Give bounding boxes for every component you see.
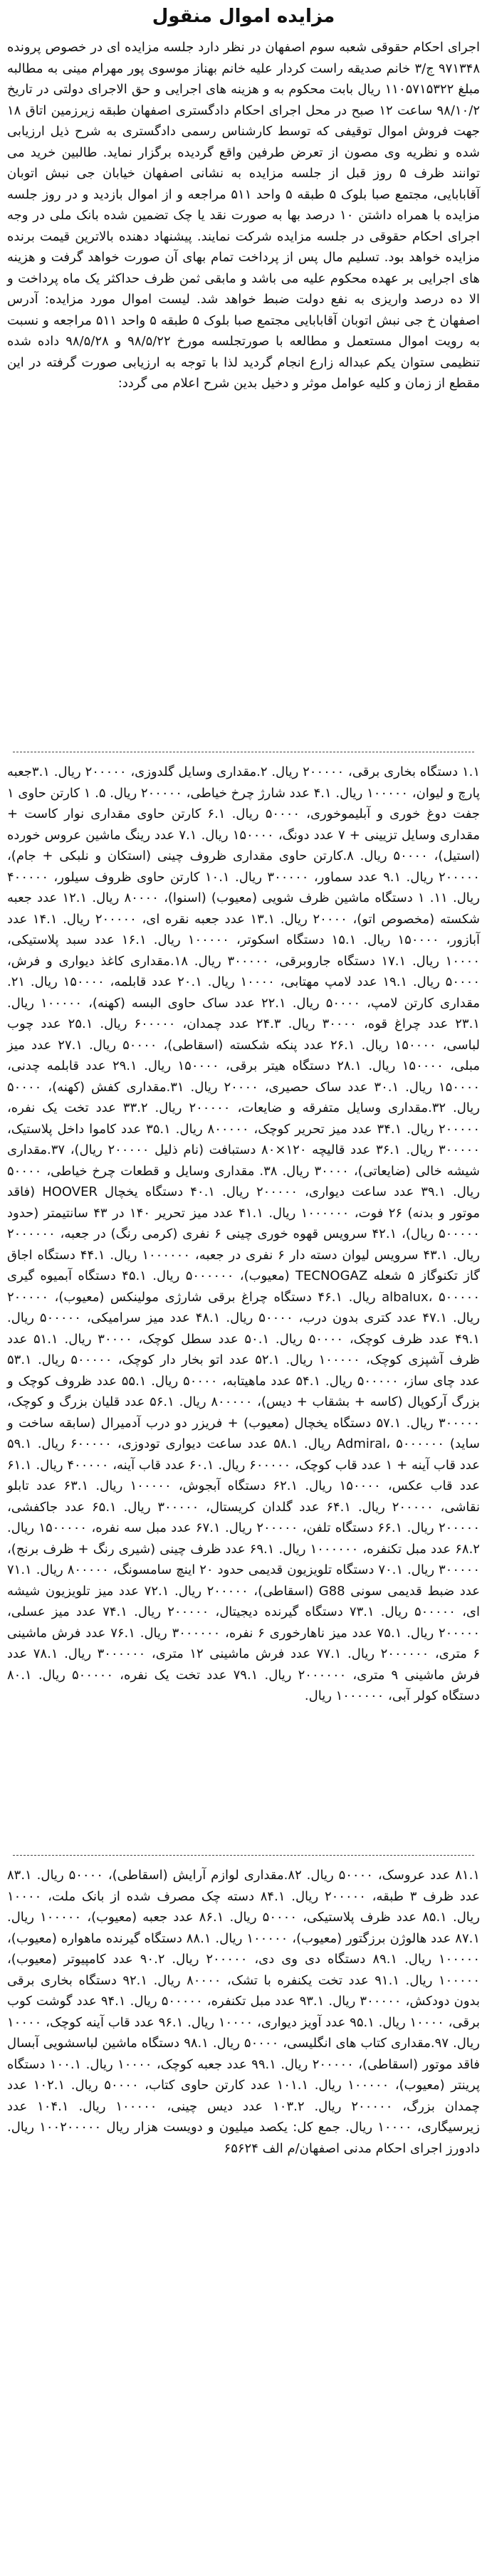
items-list: ۱.۱ دستگاه بخاری برقی، ۲۰۰۰۰۰ ریال. ۲.مقداری وسایل گلدوزی، ۲۰۰۰۰۰ ریال. ۳.۱جعبه پارچ و لیوان، ۱۰۰۰۰۰ ریال. ۴.۱ عدد شارژ چرخ خیاطی، ۲۰۰۰۰۰ ریال. ۵. ۱ کارتن حاوی ۱ جفت دوغ خوری و آبلیموخوری، ۵۰۰۰۰ ریال. ۶.۱ کارتن حاوی مقداری نوار کاست + مقداری وسایل تزیینی + ۷ عدد دونگ، ۱۵۰۰۰۰ ریال. ۷.۱ عدد رینگ ماشین عروس خورده (استیل)، ۵۰۰۰۰ ریال. ۸.کارتن حاوی مقداری ظروف چینی (استکان و نلبکی + جام)، ۲۰۰۰۰۰ ریال. ۹.۱ عدد سماور، ۳۰۰۰۰۰ ریال. ۱۰.۱ کارتن حاوی ظروف سیلور، ۴۰۰۰۰۰ ریال. ۱۱. ۱ دستگاه ماشین ظرف شویی (معیوب) (اسنوا)، ۸۰۰۰۰ ریال. ۱۲.۱ عدد جعبه شکسته (مخصوص اتو)، ۲۰۰۰۰ ریال. ۱۳.۱ عدد جعبه نقره ای، ۲۰۰۰۰۰ ریال. ۱۴.۱ عدد آبازور، ۱۵۰۰۰۰ ریال. ۱۵.۱ دستگاه اسکوتر، ۱۰۰۰۰۰ ریال. ۱۶.۱ عدد سبد پلاستیکی، ۱۰۰۰۰ ریال. ۱۷.۱ دستگاه جاروبرقی، ۳۰۰۰۰۰ ریال. ۱۸.مقداری کاغذ دیواری و فرش، ۵۰۰۰۰ ریال. ۱۹.۱ عدد لامپ مهتابی، ۱۰۰۰۰ ریال. ۲۰.۱ عدد قابلمه، ۱۵۰۰۰۰ ریال. ۲۱. مقداری کارتن لامپ، ۵۰۰۰۰ ریال. ۲۲.۱ عدد ساک حاوی البسه (کهنه)، ۱۰۰۰۰۰ ریال. ۲۳.۱ عدد چراغ قوه، ۳۰۰۰۰ ریال. ۲۴.۳ عدد چمدان، ۶۰۰۰۰۰ ریال. ۲۵.۱ عدد چوب لباسی، ۱۵۰۰۰۰ ریال. ۲۶.۱ عدد پنکه شکسته (اسقاطی)، ۵۰۰۰۰ ریال. ۲۷.۱ عدد میز مبلی، ۱۵۰۰۰۰ ریال. ۲۸.۱ دستگاه هیتر برقی، ۱۵۰۰۰۰ ریال. ۲۹.۱ عدد قابلمه چدنی، ۱۵۰۰۰۰ ریال. ۳۰.۱ عدد ساک حصیری، ۲۰۰۰۰ ریال. ۳۱.مقداری کفش (کهنه)، ۵۰۰۰۰ ریال. ۳۲.مقداری وسایل متفرقه و ضایعات، ۲۰۰۰۰۰ ریال. ۳۳.۲ عدد تخت یک نفره، ۲۰۰۰۰۰ ریال. ۳۴.۱ عدد میز تحریر کوچک، ۸۰۰۰۰۰ ریال. ۳۵.۱ عدد کاموا داخل پلاستیک، ۳۰۰۰۰۰ ریال. ۳۶.۱ عدد قالیچه ۱۲۰×۸۰ دستبافت (نام ذلیل ۲۰۰۰۰۰ ریال)، ۳۷.مقداری شیشه خالی (ضایعاتی)، ۳۰۰۰۰ ریال. ۳۸. مقداری وسایل و قطعات چرخ خیاطی، ۵۰۰۰۰ ریال. ۳۹.۱ عدد ساعت دیواری، ۲۰۰۰۰۰ ریال. ۴۰.۱ دستگاه یخچال HOOVER (فاقد موتور و بدنه) ۲۶ فوت، ۱۰۰۰۰۰۰ ریال. ۴۱.۱ عدد میز تحریر ۱۴۰ در ۴۳ سانتیمتر (حدود ۵۰۰۰۰۰ ریال)، ۴۲.۱ سرویس قهوه خوری چینی ۶ نفری (کرمی رنگ) در جعبه، ۲۰۰۰۰۰۰ ریال. ۴۳.۱ سرویس لیوان دسته دار ۶ نفری در جعبه، ۱۰۰۰۰۰۰ ریال. ۴۴.۱ دستگاه اجاق گاز تکنوگاز ۵ شعله TECNOGAZ (معیوب)، ۵۰۰۰۰۰۰ ریال. ۴۵.۱ دستگاه آبمیوه گیری albalux، ۵۰۰۰۰۰ ریال. ۴۶.۱ دستگاه چراغ برقی شارژی مولینکس (معیوب)، ۲۰۰۰۰۰ ریال. ۴۷.۱ عدد کتری بدون درب، ۵۰۰۰۰ ریال. ۴۸.۱ عدد میز سرامیکی، ۵۰۰۰۰۰ ریال. ۴۹.۱ عدد ظرف کوچک، ۵۰۰۰۰ ریال. ۵۰.۱ عدد سطل کوچک، ۳۰۰۰۰ ریال. ۵۱.۱ عدد ظرف آشپزی کوچک، ۱۰۰۰۰۰ ریال. ۵۲.۱ عدد اتو بخار دار کوچک، ۵۰۰۰۰۰ ریال. ۵۳.۱ عدد چای ساز، ۵۰۰۰۰۰ ریال. ۵۴.۱ عدد ماهیتابه، ۵۰۰۰۰ ریال. ۵۵.۱ عدد ظروف کوچک و بزرگ آرکوپال (کاسه + بشقاب + دیس)، ۸۰۰۰۰۰ ریال. ۵۶.۱ عدد قلیان بزرگ و کوچک، ۳۰۰۰۰۰ ریال. ۵۷.۱ دستگاه یخچال (معیوب) + فریزر دو درب آدمیرال (سابقه ساخت و ساید) Admiral، ۵۰۰۰۰۰۰ ریال. ۵۸.۱ عدد ساعت دیواری تودوزی، ۶۰۰۰۰۰ ریال. ۵۹.۱ عدد قاب آینه + ۱ عدد قاب کوچک، ۶۰۰۰۰۰ ریال. ۶۰.۱ عدد قاب آینه، ۴۰۰۰۰۰ ریال. ۶۱.۱ عدد قاب عکس، ۱۵۰۰۰۰ ریال. ۶۲.۱ دستگاه آبجوش، ۱۰۰۰۰۰ ریال. ۶۳.۱ عدد تابلو نقاشی، ۲۰۰۰۰۰ ریال. ۶۴.۱ عدد گلدان کریستال، ۳۰۰۰۰۰ ریال. ۶۵.۱ عدد جاکفشی، ۲۰۰۰۰۰ ریال. ۶۶.۱ دستگاه تلفن، ۲۰۰۰۰۰ ریال. ۶۷.۱ عدد مبل سه نفره، ۱۵۰۰۰۰۰ ریال. ۶۸.۲ عدد مبل تکنفره، ۱۰۰۰۰۰۰ ریال. ۶۹.۱ عدد ظرف چینی (شیری رنگ + ظرف برنج)، ۳۰۰۰۰۰ ریال. ۷۰.۱ دستگاه تلویزیون قدیمی حدود ۲۰ اینچ سامسونگ، ۸۰۰۰۰۰ ریال. ۷۱.۱ عدد ضبط قدیمی سونی G88 (اسقاطی)، ۲۰۰۰۰۰ ریال. ۷۲.۱ عدد میز تلویزیون شیشه ای، ۵۰۰۰۰۰ ریال. ۷۳.۱ دستگاه گیرنده دیجیتال، ۲۰۰۰۰۰ ریال. ۷۴.۱ عدد میز عسلی، ۲۰۰۰۰۰ ریال. ۷۵.۱ عدد میز ناهارخوری ۶ نفره، ۳۰۰۰۰۰۰ ریال. ۷۶.۱ عدد فرش ماشینی ۶ متری، ۲۰۰۰۰۰۰ ریال. ۷۷.۱ عدد فرش ماشینی ۱۲ متری، ۳۰۰۰۰۰۰ ریال. ۷۸.۱ عدد فرش ماشینی ۹ متری، ۲۰۰۰۰۰۰ ریال. ۷۹.۱ عدد تخت یک نفره، ۵۰۰۰۰۰ ریال. ۸۰.۱ دستگاه کولر آبی، ۱۰۰۰۰۰۰ ریال. (7, 764, 481, 1703)
notice-title: مزایده اموال منقول (152, 6, 335, 27)
separator (13, 1855, 474, 1856)
items-list-tail: ۸۱.۱ عدد عروسک، ۵۰۰۰۰ ریال. ۸۲.مقداری لوازم آرایش (اسقاطی)، ۵۰۰۰۰ ریال. ۸۳.۱ عدد ظرف ۳ طبقه، ۲۰۰۰۰۰ ریال. ۸۴.۱ دسته چک مصرف شده از بانک ملت، ۱۰۰۰۰ ریال. ۸۵.۱ عدد ظرف پلاستیکی، ۵۰۰۰۰ ریال. ۸۶.۱ عدد جعبه (معیوب)، ۱۰۰۰۰۰ ریال. ۸۷.۱ عدد هالوژن برزگتور (معیوب)، ۱۰۰۰۰۰ ریال. ۸۸.۱ دستگاه گیرنده ماهواره (معیوب)، ۱۰۰۰۰۰ ریال. ۸۹.۱ دستگاه دی وی دی، ۲۰۰۰۰۰ ریال. ۹۰.۲ عدد کامپیوتر (معیوب)، ۱۰۰۰۰۰ ریال. ۹۱.۱ عدد تخت یکنفره با تشک، ۸۰۰۰۰ ریال. ۹۲.۱ دستگاه بخاری برقی بدون دودکش، ۳۰۰۰۰۰ ریال. ۹۳.۱ عدد مبل تکنفره، ۵۰۰۰۰۰ ریال. ۹۴.۱ عدد گوشت کوب برقی، ۱۰۰۰۰ ریال. ۹۵.۱ عدد آویز دیواری، ۱۰۰۰۰ ریال. ۹۶.۱ عدد قاب آینه کوچک، ۱۰۰۰۰ ریال. ۹۷.مقداری کتاب های انگلیسی، ۵۰۰۰۰ ریال. ۹۸.۱ دستگاه ماشین لباسشویی آبسال فاقد موتور (اسقاطی)، ۲۰۰۰۰۰ ریال. ۹۹.۱ عدد جعبه کوچک، ۱۰۰۰۰ ریال. ۱۰۰.۱ دستگاه پرینتر (معیوب)، ۱۰۰۰۰۰ ریال. ۱۰۱.۱ عدد کارتن حاوی کتاب، ۵۰۰۰۰ ریال. ۱۰۲.۱ عدد چمدان بزرگ، ۲۰۰۰۰۰ ریال. ۱۰۳.۲ عدد دیس چینی، ۱۰۰۰۰۰ ریال. ۱۰۴.۱ عدد زیرسیگاری، ۱۰۰۰۰ ریال. جمع کل: یکصد میلیون و دویست هزار ریال ۱۰۰۲۰۰۰۰۰ ریال. دادورز اجرای احکام مدنی اصفهان/م الف ۶۵۶۲۴ (7, 1868, 481, 2156)
notice-intro: اجرای احکام حقوقی شعبه سوم اصفهان در نظر دارد جلسه مزایده ای در خصوص پرونده ۹۷۱۳۴۸ ج/۳ خانم صدیقه راست کردار علیه خانم بهناز موسوی پور مهرام مینی به مطالبه مبلغ ۱۱۰۵۷۱۵۳۲۲ ریال بابت محکوم به و هزینه های اجرایی و حق الاجرای دولتی در تاریخ ۹۸/۱۰/۲ ساعت ۱۲ صبح در محل اجرای احکام دادگستری اصفهان طبقه زیرزمین اتاق ۱۸ جهت فروش اموال توقیفی که توسط کارشناس رسمی دادگستری به شرح ذیل ارزیابی شده و نظریه وی مصون از تعرض طرفین واقع گردیده برگزار نماید. طالبین خرید می توانند ظرف ۵ روز قبل از جلسه مزایده به نشانی اصفهان خیابان جی نبش اتوبان آقابابایی، مجتمع صبا بلوک ۵ طبقه ۵ واحد ۵۱۱ مراجعه و از اموال بازدید و در روز جلسه مزایده با همراه داشتن ۱۰ درصد بها به صورت نقد یا چک تضمین شده بانک ملی در وجه اجرای احکام حقوقی در جلسه مزایده شرکت نمایند. پیشنهاد دهنده بالاترین قیمت برنده مزایده خواهد بود. تسلیم مال پس از پرداخت تمام بهای آن صورت خواهد گرفت و هزینه های اجرایی بر عهده محکوم علیه می باشد و مابقی ثمن ظرف حداکثر یک ماه پرداخت و الا ده درصد واریزی به نفع دولت ضبط خواهد شد. لیست اموال مورد مزایده: آدرس اصفهان خ جی نبش اتوبان آقابابایی مجتمع صبا بلوک ۵ طبقه ۵ واحد ۵۱۱ مراجعه و نسبت به رویت اموال مستعمل و مطالعه با صورتجلسه مورخ ۹۸/۵/۲۲ و ۹۸/۵/۲۸ داده شده تنظیمی ستوان یکم عبداله زارع انجام گردید لذا با توجه به ارزیابی صورت گرفته در این مقطع از زمان و کلیه عوامل موثر و دخیل بدین شرح اعلام می گردد: (7, 40, 481, 391)
